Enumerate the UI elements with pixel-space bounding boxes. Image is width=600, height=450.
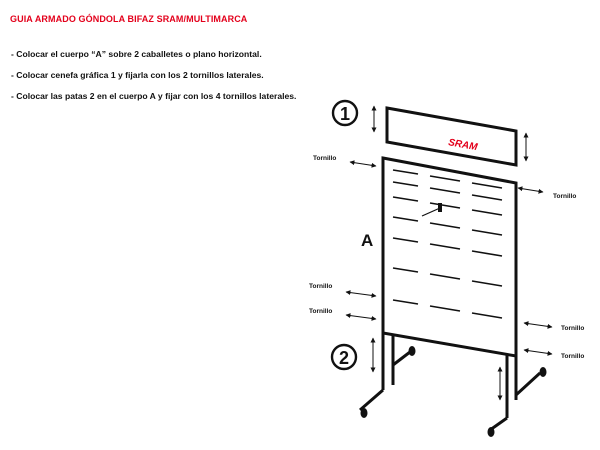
instruction-step-1: - Colocar el cuerpo “A” sobre 2 caballetes o plano horizontal. xyxy=(11,49,262,59)
instruction-step-2: - Colocar cenefa gráfica 1 y fijarla con los 2 tornillos laterales. xyxy=(11,70,264,80)
screw-label: Tornillo xyxy=(553,193,577,200)
screw-label: Tornillo xyxy=(309,308,333,315)
screw-label: Tornillo xyxy=(309,283,333,290)
screw-label: Tornillo xyxy=(561,353,585,360)
screw-label: Tornillo xyxy=(561,325,585,332)
part-2-callout xyxy=(332,345,356,369)
svg-text:2: 2 xyxy=(338,348,350,368)
document-title: GUIA ARMADO GÓNDOLA BIFAZ SRAM/MULTIMARCA xyxy=(10,14,248,24)
screw-label: Tornillo xyxy=(313,155,337,162)
svg-text:SRAM: SRAM xyxy=(447,137,479,154)
header-panel xyxy=(387,108,516,165)
body-panel xyxy=(383,158,516,356)
svg-text:1: 1 xyxy=(339,104,351,124)
body-a-label: A xyxy=(361,231,374,250)
instruction-step-3: - Colocar las patas 2 en el cuerpo A y fijar con los 4 tornillos laterales. xyxy=(11,91,297,101)
part-1-callout xyxy=(333,101,357,125)
